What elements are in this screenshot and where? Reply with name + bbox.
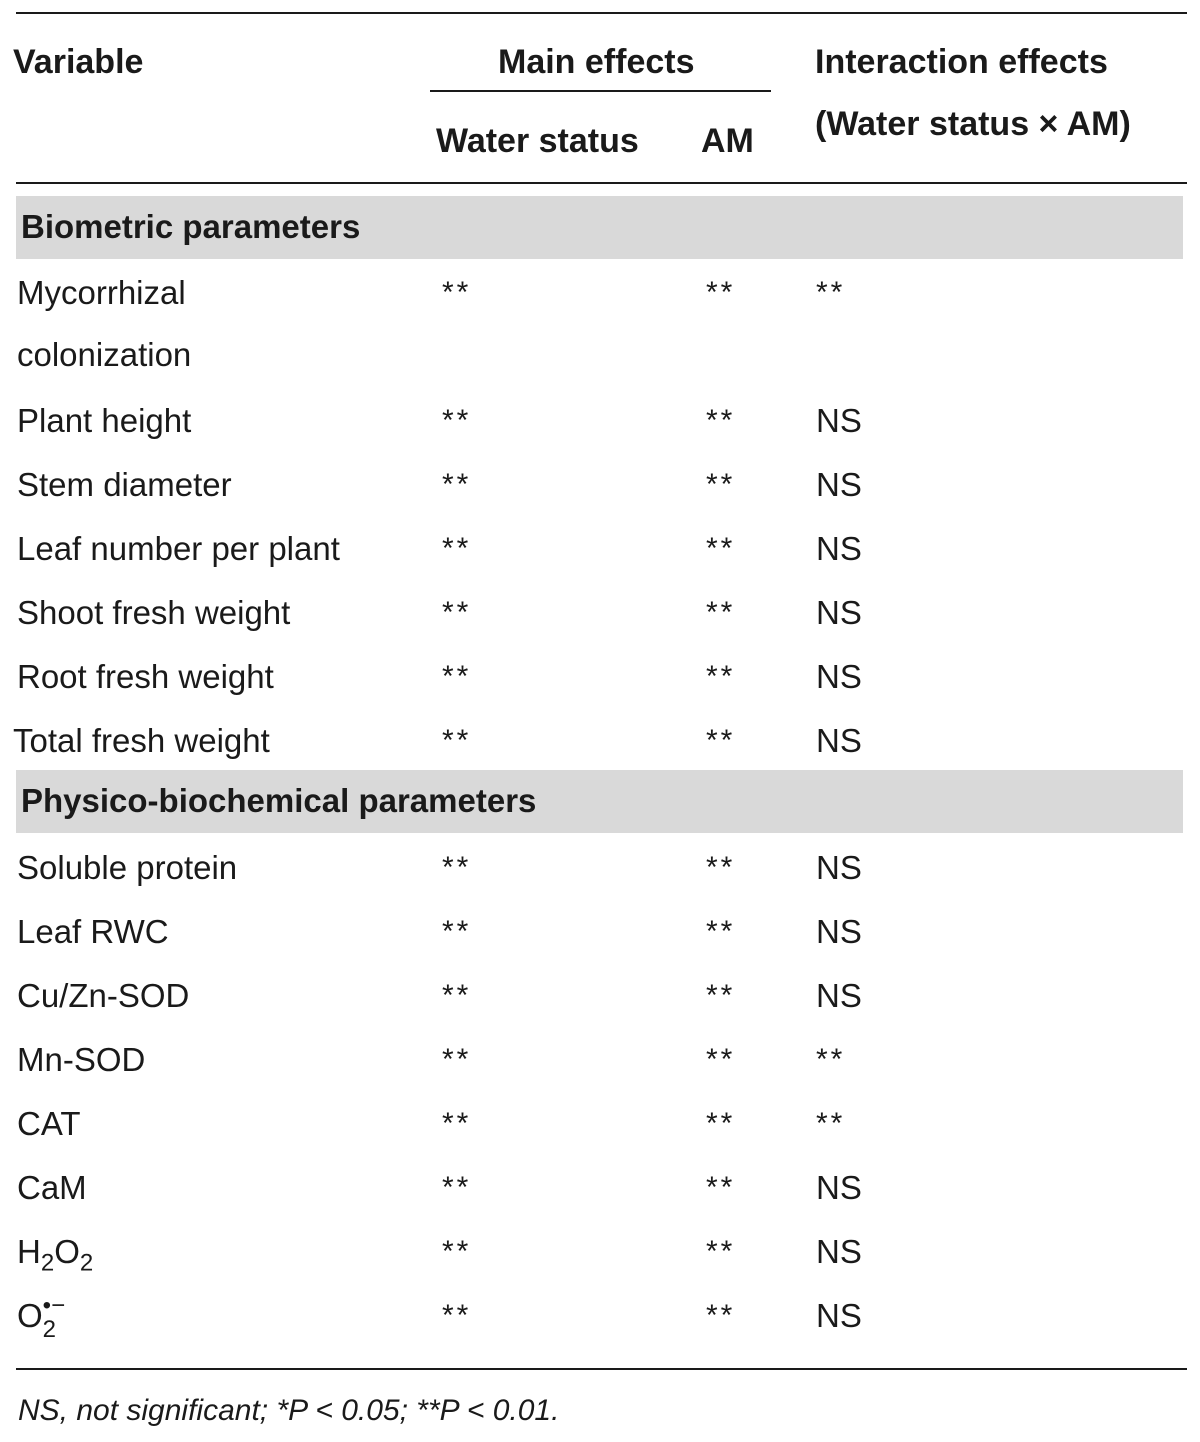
table-row <box>0 837 1200 901</box>
variable-line2: colonization <box>17 336 192 373</box>
am-cell: ** <box>706 1299 736 1332</box>
section-title: Physico-biochemical parameters <box>21 782 537 819</box>
am-cell: ** <box>706 851 736 884</box>
formula-subscript: 2 <box>79 1249 94 1277</box>
water-status-cell: ** <box>442 1299 472 1332</box>
table-footnote: NS, not significant; *P < 0.05; **P < 0.01. <box>18 1394 560 1427</box>
variable-cell <box>17 262 191 386</box>
header-bottom-rule <box>16 182 1187 184</box>
am-cell: ** <box>706 1107 736 1140</box>
water-status-cell: ** <box>442 1043 472 1076</box>
table-row <box>0 965 1200 1029</box>
interaction-cell: NS <box>816 402 862 439</box>
variable-cell: Total fresh weight <box>13 722 270 759</box>
am-cell: ** <box>706 276 736 309</box>
am-cell: ** <box>706 915 736 948</box>
table-row <box>0 710 1200 774</box>
formula-superscript: •− <box>42 1292 66 1319</box>
interaction-cell: ** <box>816 1107 846 1140</box>
interaction-cell: ** <box>816 276 846 309</box>
variable-cell: Plant height <box>17 402 192 439</box>
variable-cell: Soluble protein <box>17 849 238 886</box>
formula-base: O <box>54 1233 80 1270</box>
main-effects-rule <box>430 90 771 92</box>
formula-subscript: 2 <box>40 1249 55 1277</box>
am-cell: ** <box>706 468 736 501</box>
header-water-status: Water status <box>436 122 639 160</box>
section-title: Biometric parameters <box>21 208 361 245</box>
header-interaction-line2: (Water status × AM) <box>815 105 1131 143</box>
table-bottom-rule <box>16 1368 1187 1370</box>
am-cell: ** <box>706 724 736 757</box>
header-variable: Variable <box>13 43 144 81</box>
am-cell: ** <box>706 979 736 1012</box>
table-row <box>0 646 1200 710</box>
water-status-cell: ** <box>442 851 472 884</box>
header-main-effects: Main effects <box>498 43 695 81</box>
water-status-cell: ** <box>442 468 472 501</box>
water-status-cell: ** <box>442 660 472 693</box>
am-cell: ** <box>706 660 736 693</box>
variable-cell: Shoot fresh weight <box>17 594 291 631</box>
am-cell: ** <box>706 532 736 565</box>
variable-cell: Leaf RWC <box>17 913 169 950</box>
water-status-cell: ** <box>442 404 472 437</box>
interaction-cell: NS <box>816 658 862 695</box>
water-status-cell: ** <box>442 915 472 948</box>
am-cell: ** <box>706 1043 736 1076</box>
variable-cell: Mn-SOD <box>17 1041 146 1078</box>
variable-cell: Cu/Zn-SOD <box>17 977 190 1014</box>
table-row <box>0 1029 1200 1093</box>
variable-cell: Stem diameter <box>17 466 232 503</box>
water-status-cell: ** <box>442 1107 472 1140</box>
am-cell: ** <box>706 1171 736 1204</box>
table-top-rule <box>16 12 1187 14</box>
table-row <box>0 262 1200 390</box>
formula-base: O <box>17 1297 43 1334</box>
interaction-cell: NS <box>816 530 862 567</box>
interaction-cell: NS <box>816 594 862 631</box>
interaction-cell: ** <box>816 1043 846 1076</box>
variable-cell: Root fresh weight <box>17 658 274 695</box>
table-row <box>0 454 1200 518</box>
table-row <box>0 582 1200 646</box>
variable-cell: CaM <box>17 1169 87 1206</box>
variable-line1: Mycorrhizal <box>17 274 186 311</box>
variable-cell <box>17 1231 93 1285</box>
interaction-cell: NS <box>816 1233 862 1270</box>
interaction-cell: NS <box>816 913 862 950</box>
variable-cell <box>17 1292 71 1343</box>
interaction-cell: NS <box>816 977 862 1014</box>
header-am: AM <box>701 122 754 160</box>
header-interaction-line1: Interaction effects <box>815 43 1108 81</box>
am-cell: ** <box>706 404 736 437</box>
water-status-cell: ** <box>442 1235 472 1268</box>
interaction-cell: NS <box>816 722 862 759</box>
section-physico-biochemical <box>16 770 1183 833</box>
water-status-cell: ** <box>442 276 472 309</box>
interaction-cell: NS <box>816 1169 862 1206</box>
water-status-cell: ** <box>442 532 472 565</box>
water-status-cell: ** <box>442 979 472 1012</box>
table-row <box>0 1285 1200 1349</box>
table-row <box>0 390 1200 454</box>
formula-subscript: 2 <box>42 1316 57 1343</box>
interaction-cell: NS <box>816 849 862 886</box>
table-row <box>0 901 1200 965</box>
water-status-cell: ** <box>442 1171 472 1204</box>
table-row <box>0 518 1200 582</box>
am-cell: ** <box>706 1235 736 1268</box>
table-row <box>0 1093 1200 1157</box>
am-cell: ** <box>706 596 736 629</box>
formula-base: H <box>17 1233 41 1270</box>
table-row <box>0 1157 1200 1221</box>
section-biometric <box>16 196 1183 259</box>
variable-cell: Leaf number per plant <box>17 530 340 567</box>
interaction-cell: NS <box>816 1297 862 1334</box>
water-status-cell: ** <box>442 724 472 757</box>
variable-cell: CAT <box>17 1105 81 1142</box>
water-status-cell: ** <box>442 596 472 629</box>
table-row <box>0 1221 1200 1285</box>
interaction-cell: NS <box>816 466 862 503</box>
